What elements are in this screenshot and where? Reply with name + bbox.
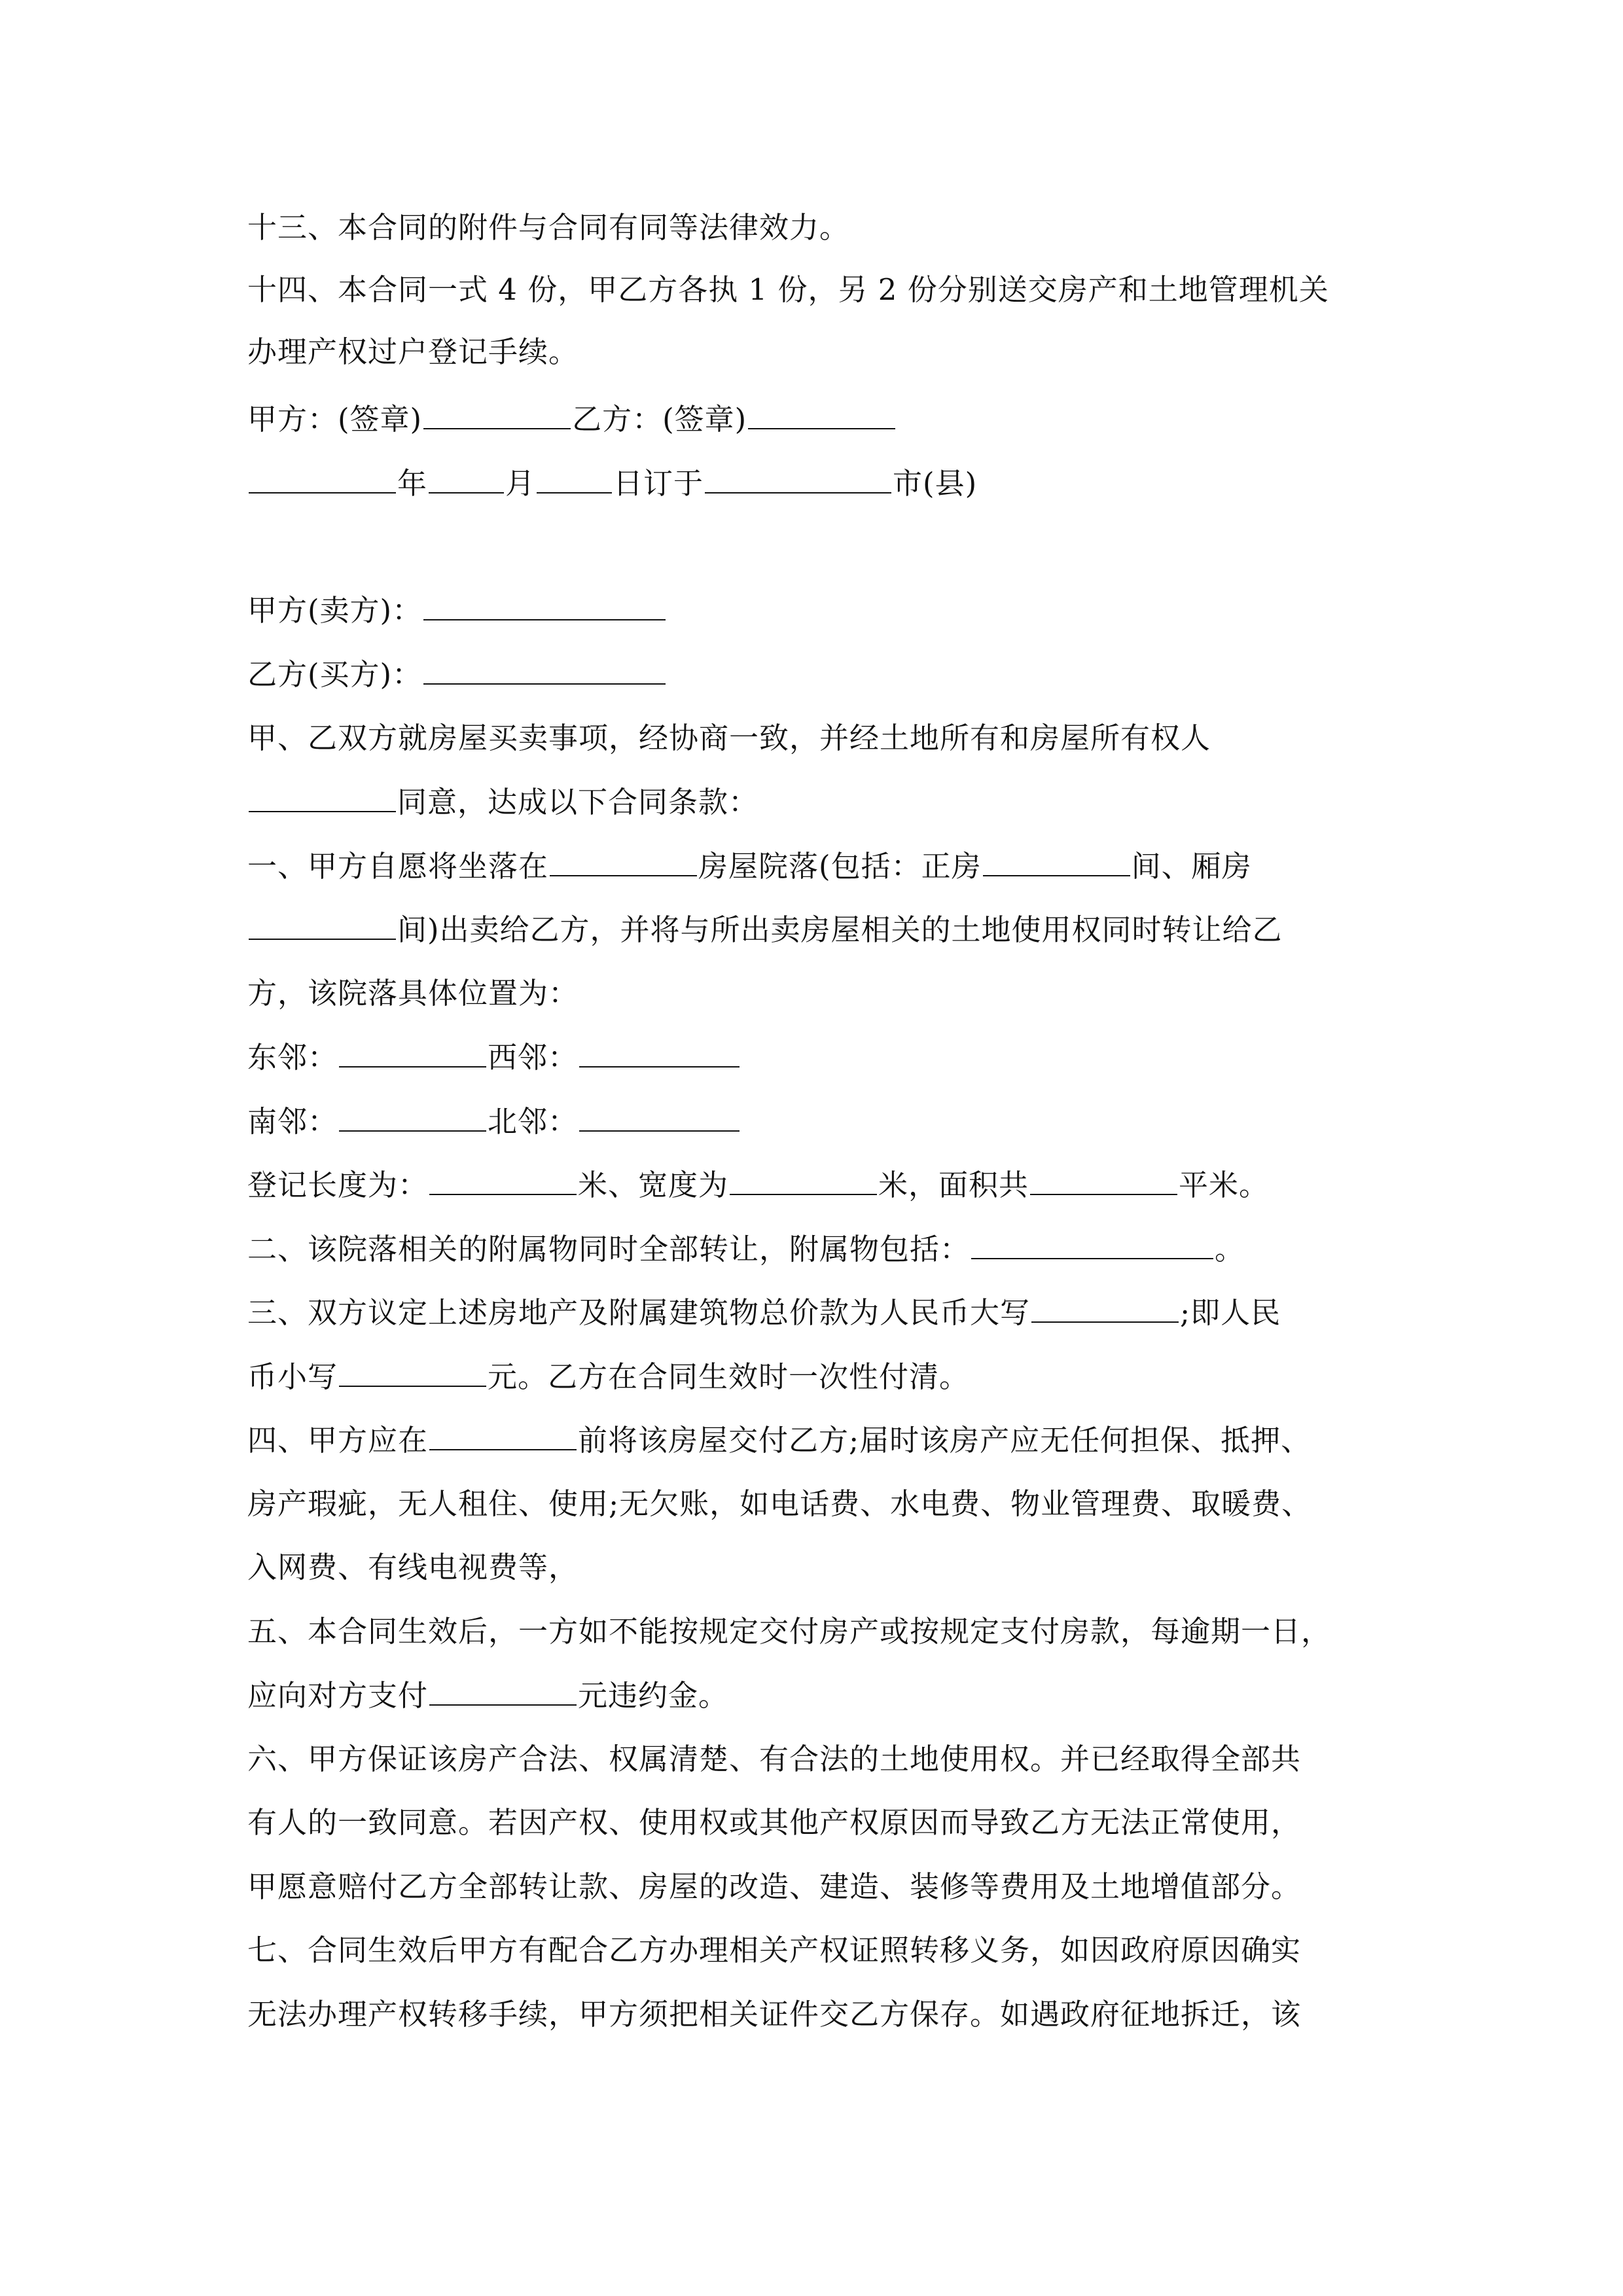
seller-line: [247, 590, 1393, 630]
area-label: 米，面积共: [878, 1168, 1029, 1202]
seller-label: 甲方(卖方)：: [247, 593, 423, 628]
penalty-blank[interactable]: [429, 1676, 577, 1706]
party-a-signature-label: 甲方：(签章): [247, 402, 423, 437]
day-blank[interactable]: [537, 463, 612, 493]
south-neighbor-label: 南邻：: [247, 1104, 338, 1139]
length-blank[interactable]: [429, 1165, 577, 1195]
day-signed-at-label: 日订于: [613, 466, 704, 501]
owner-consent-blank[interactable]: [249, 782, 396, 812]
clause-6-text-2: 有人的一致同意。若因产权、使用权或其他产权原因而导致乙方无法正常使用，: [247, 1805, 1302, 1840]
clause-14-line-1: [247, 270, 1393, 310]
signature-line: [247, 399, 1393, 439]
party-b-signature-blank[interactable]: [748, 399, 895, 429]
party-b-signature-label: 乙方：(签章): [572, 402, 747, 437]
south-neighbor-blank[interactable]: [339, 1102, 486, 1132]
clause-2-end: 。: [1215, 1232, 1245, 1266]
clause-13: [247, 208, 1393, 247]
handover-date-blank[interactable]: [429, 1420, 577, 1450]
clause-1-text-2: 房屋院落(包括：正房: [698, 849, 982, 884]
clause-4-line-1: [247, 1420, 1393, 1460]
length-label: 登记长度为：: [247, 1168, 429, 1202]
clause-7-text-1: 七、合同生效后甲方有配合乙方办理相关产权证照转移义务，如因政府原因确实: [247, 1933, 1302, 1967]
east-neighbor-label: 东邻：: [247, 1040, 338, 1075]
clause-1-text-4: 间)出卖给乙方，并将与所出卖房屋相关的土地使用权同时转让给乙: [397, 912, 1283, 947]
party-a-signature-blank[interactable]: [423, 399, 571, 429]
clause-3-text-2: ;即人民: [1180, 1295, 1281, 1330]
attachments-blank[interactable]: [971, 1229, 1213, 1259]
clause-1-text-1: 一、甲方自愿将坐落在: [247, 849, 549, 884]
intro-line-2: [247, 782, 1393, 821]
month-label: 月: [505, 466, 536, 501]
price-uppercase-blank[interactable]: [1031, 1293, 1179, 1323]
clause-2-text: 二、该院落相关的附属物同时全部转让，附属物包括：: [247, 1232, 971, 1266]
year-label: 年: [397, 466, 428, 501]
clause-13-text: 十三、本合同的附件与合同有同等法律效力。: [247, 210, 850, 245]
width-blank[interactable]: [730, 1165, 877, 1195]
clause-14-text-1: 十四、本合同一式 4 份，甲乙方各执 1 份，另 2 份分别送交房产和土地管理机关: [247, 272, 1329, 307]
clause-14-line-2: [247, 332, 1393, 372]
clause-4-text-3: 房产瑕疵，无人租住、使用;无欠账，如电话费、水电费、物业管理费、取暖费、: [247, 1486, 1312, 1521]
clause-7-line-1: [247, 1931, 1393, 1970]
main-rooms-blank[interactable]: [983, 846, 1130, 876]
clause-4-text-2: 前将该房屋交付乙方;届时该房产应无任何担保、抵押、: [578, 1423, 1311, 1458]
price-lowercase-blank[interactable]: [339, 1357, 486, 1387]
clause-4-line-2: [247, 1484, 1393, 1524]
clause-4-text-4: 入网费、有线电视费等，: [247, 1550, 579, 1585]
clause-7-text-2: 无法办理产权转移手续，甲方须把相关证件交乙方保存。如遇政府征地拆迁，该: [247, 1997, 1302, 2032]
clause-6-text-1: 六、甲方保证该房产合法、权属清楚、有合法的土地使用权。并已经取得全部共: [247, 1742, 1302, 1776]
clause-5-line-2: [247, 1676, 1393, 1715]
clause-5-line-1: [247, 1612, 1393, 1651]
neighbors-line-1: [247, 1037, 1393, 1077]
width-label: 米、宽度为: [578, 1168, 729, 1202]
clause-5-text-1: 五、本合同生效后，一方如不能按规定交付房产或按规定支付房款，每逾期一日，: [247, 1614, 1332, 1649]
seller-blank[interactable]: [423, 590, 666, 620]
buyer-blank[interactable]: [423, 655, 666, 685]
north-neighbor-label: 北邻：: [488, 1104, 579, 1139]
city-label: 市(县): [893, 466, 978, 501]
clause-1-line-3: [247, 974, 1393, 1013]
intro-text-1: 甲、乙双方就房屋买卖事项，经协商一致，并经土地所有和房屋所有权人: [247, 721, 1211, 755]
clause-4-text-1: 四、甲方应在: [247, 1423, 429, 1458]
clause-3-line-2: [247, 1357, 1393, 1396]
east-neighbor-blank[interactable]: [339, 1037, 486, 1067]
clause-1-text-3: 间、厢房: [1131, 849, 1252, 884]
clause-6-line-2: [247, 1803, 1393, 1842]
clause-3-text-4: 元。乙方在合同生效时一次性付清。: [488, 1359, 970, 1394]
clause-1-line-1: [247, 846, 1393, 886]
buyer-line: [247, 655, 1393, 694]
clause-14-text-2: 办理产权过户登记手续。: [247, 334, 579, 369]
clause-6-line-3: [247, 1867, 1393, 1907]
dimensions-line: [247, 1165, 1393, 1204]
west-neighbor-blank[interactable]: [579, 1037, 740, 1067]
area-blank[interactable]: [1030, 1165, 1177, 1195]
clause-5-text-3: 元违约金。: [578, 1678, 729, 1713]
intro-line-1: [247, 719, 1393, 758]
clause-3-text-1: 三、双方议定上述房地产及附属建筑物总价款为人民币大写: [247, 1295, 1031, 1330]
clause-5-text-2: 应向对方支付: [247, 1678, 429, 1713]
north-neighbor-blank[interactable]: [579, 1102, 740, 1132]
area-unit: 平米。: [1179, 1168, 1270, 1202]
clause-6-line-1: [247, 1740, 1393, 1779]
year-blank[interactable]: [249, 463, 396, 493]
buyer-label: 乙方(买方)：: [247, 657, 423, 692]
neighbors-line-2: [247, 1102, 1393, 1141]
date-line: [247, 463, 1393, 503]
clause-1-text-5: 方，该院落具体位置为：: [247, 976, 579, 1011]
month-blank[interactable]: [429, 463, 504, 493]
west-neighbor-label: 西邻：: [488, 1040, 579, 1075]
clause-3-text-3: 币小写: [247, 1359, 338, 1394]
side-rooms-blank[interactable]: [249, 910, 396, 940]
clause-3-line-1: [247, 1293, 1393, 1332]
clause-4-line-3: [247, 1548, 1393, 1587]
clause-6-text-3: 甲愿意赔付乙方全部转让款、房屋的改造、建造、装修等费用及土地增值部分。: [247, 1869, 1302, 1904]
location-blank[interactable]: [550, 846, 697, 876]
city-blank[interactable]: [705, 463, 891, 493]
clause-2: [247, 1229, 1393, 1268]
clause-7-line-2: [247, 1995, 1393, 2034]
intro-text-2: 同意，达成以下合同条款：: [397, 785, 759, 819]
clause-1-line-2: [247, 910, 1393, 949]
